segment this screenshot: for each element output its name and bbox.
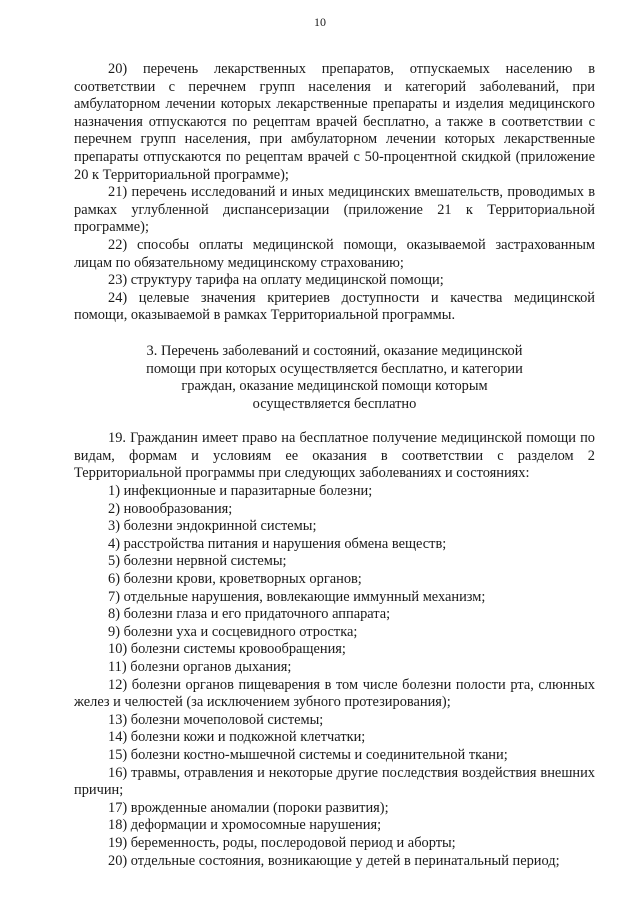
condition-item: 9) болезни уха и сосцевидного отростка; [108,623,358,640]
paragraph-19: 19. Гражданин имеет право на бесплатное получение медицинской помощи по видам, формам и условиям ее оказания в соответствии с разделом 2 Территориальной программы при следующих заболеваниях и состояниях: [74,430,595,482]
condition-item: 1) инфекционные и паразитарные болезни; [108,483,373,500]
intro-item-23: 23) структуру тарифа на оплату медицинской помощи; [108,272,444,289]
section-heading-line: граждан, оказание медицинской помощи которым [181,378,488,395]
condition-item: 7) отдельные нарушения, вовлекающие иммунный механизм; [108,588,486,605]
section-heading-line: помощи при которых осуществляется бесплатно, и категории [146,360,523,377]
condition-item: 6) болезни крови, кроветворных органов; [108,571,362,588]
condition-item: 8) болезни глаза и его придаточного аппарата; [108,606,391,623]
condition-item: 4) расстройства питания и нарушения обмена веществ; [108,535,447,552]
condition-item: 14) болезни кожи и подкожной клетчатки; [108,729,366,746]
condition-item: 19) беременность, роды, послеродовой период и аборты; [108,834,456,851]
condition-item: 13) болезни мочеполовой системы; [108,711,324,728]
condition-item: 5) болезни нервной системы; [108,553,287,570]
intro-item-21: 21) перечень исследований и иных медицинских вмешательств, проводимых в рамках углубленной диспансеризации (приложение 21 к Территориальной программе); [74,184,595,236]
intro-item-22: 22) способы оплаты медицинской помощи, оказываемой застрахованным лицам по обязательному медицинскому страхованию; [74,236,595,271]
condition-item: 17) врожденные аномалии (пороки развития); [108,799,389,816]
condition-item: 3) болезни эндокринной системы; [108,518,317,535]
condition-item: 2) новообразования; [108,500,233,517]
section-heading-line: 3. Перечень заболеваний и состояний, оказание медицинской [146,342,523,359]
conditions-list [74,483,595,870]
section-heading-line: осуществляется бесплатно [252,395,417,412]
condition-item: 20) отдельные состояния, возникающие у детей в перинатальный период; [108,852,560,869]
intro-list [74,61,595,325]
condition-item: 16) травмы, отравления и некоторые другие последствия воздействия внешних причин; [74,764,595,799]
condition-item: 12) болезни органов пищеварения в том числе болезни полости рта, слюнных желез и челюстей (за исключением зубного протезирования); [74,676,595,711]
condition-item: 10) болезни системы кровообращения; [108,641,346,658]
page-number: 10 [314,15,326,29]
intro-item-24: 24) целевые значения критериев доступности и качества медицинской помощи, оказываемой в рамках Территориальной программы. [74,289,595,324]
condition-item: 18) деформации и хромосомные нарушения; [108,817,382,834]
intro-item-20: 20) перечень лекарственных препаратов, отпускаемых населению в соответствии с перечнем групп населения и категорий заболеваний, при амбулаторном лечении которых лекарственные препараты и изделия медицинского назначения отпускаются по рецептам врачей бесплатно, а также в соответствии с перечнем групп населения, при амбулаторном лечении которых лекарственные препараты отпускаются по рецептам врачей с 50-процентной скидкой (приложение 20 к Территориальной программе); [74,61,595,183]
condition-item: 11) болезни органов дыхания; [108,659,292,675]
section-heading [74,343,595,413]
document-body [74,61,595,870]
condition-item: 15) болезни костно-мышечной системы и соединительной ткани; [108,746,508,763]
